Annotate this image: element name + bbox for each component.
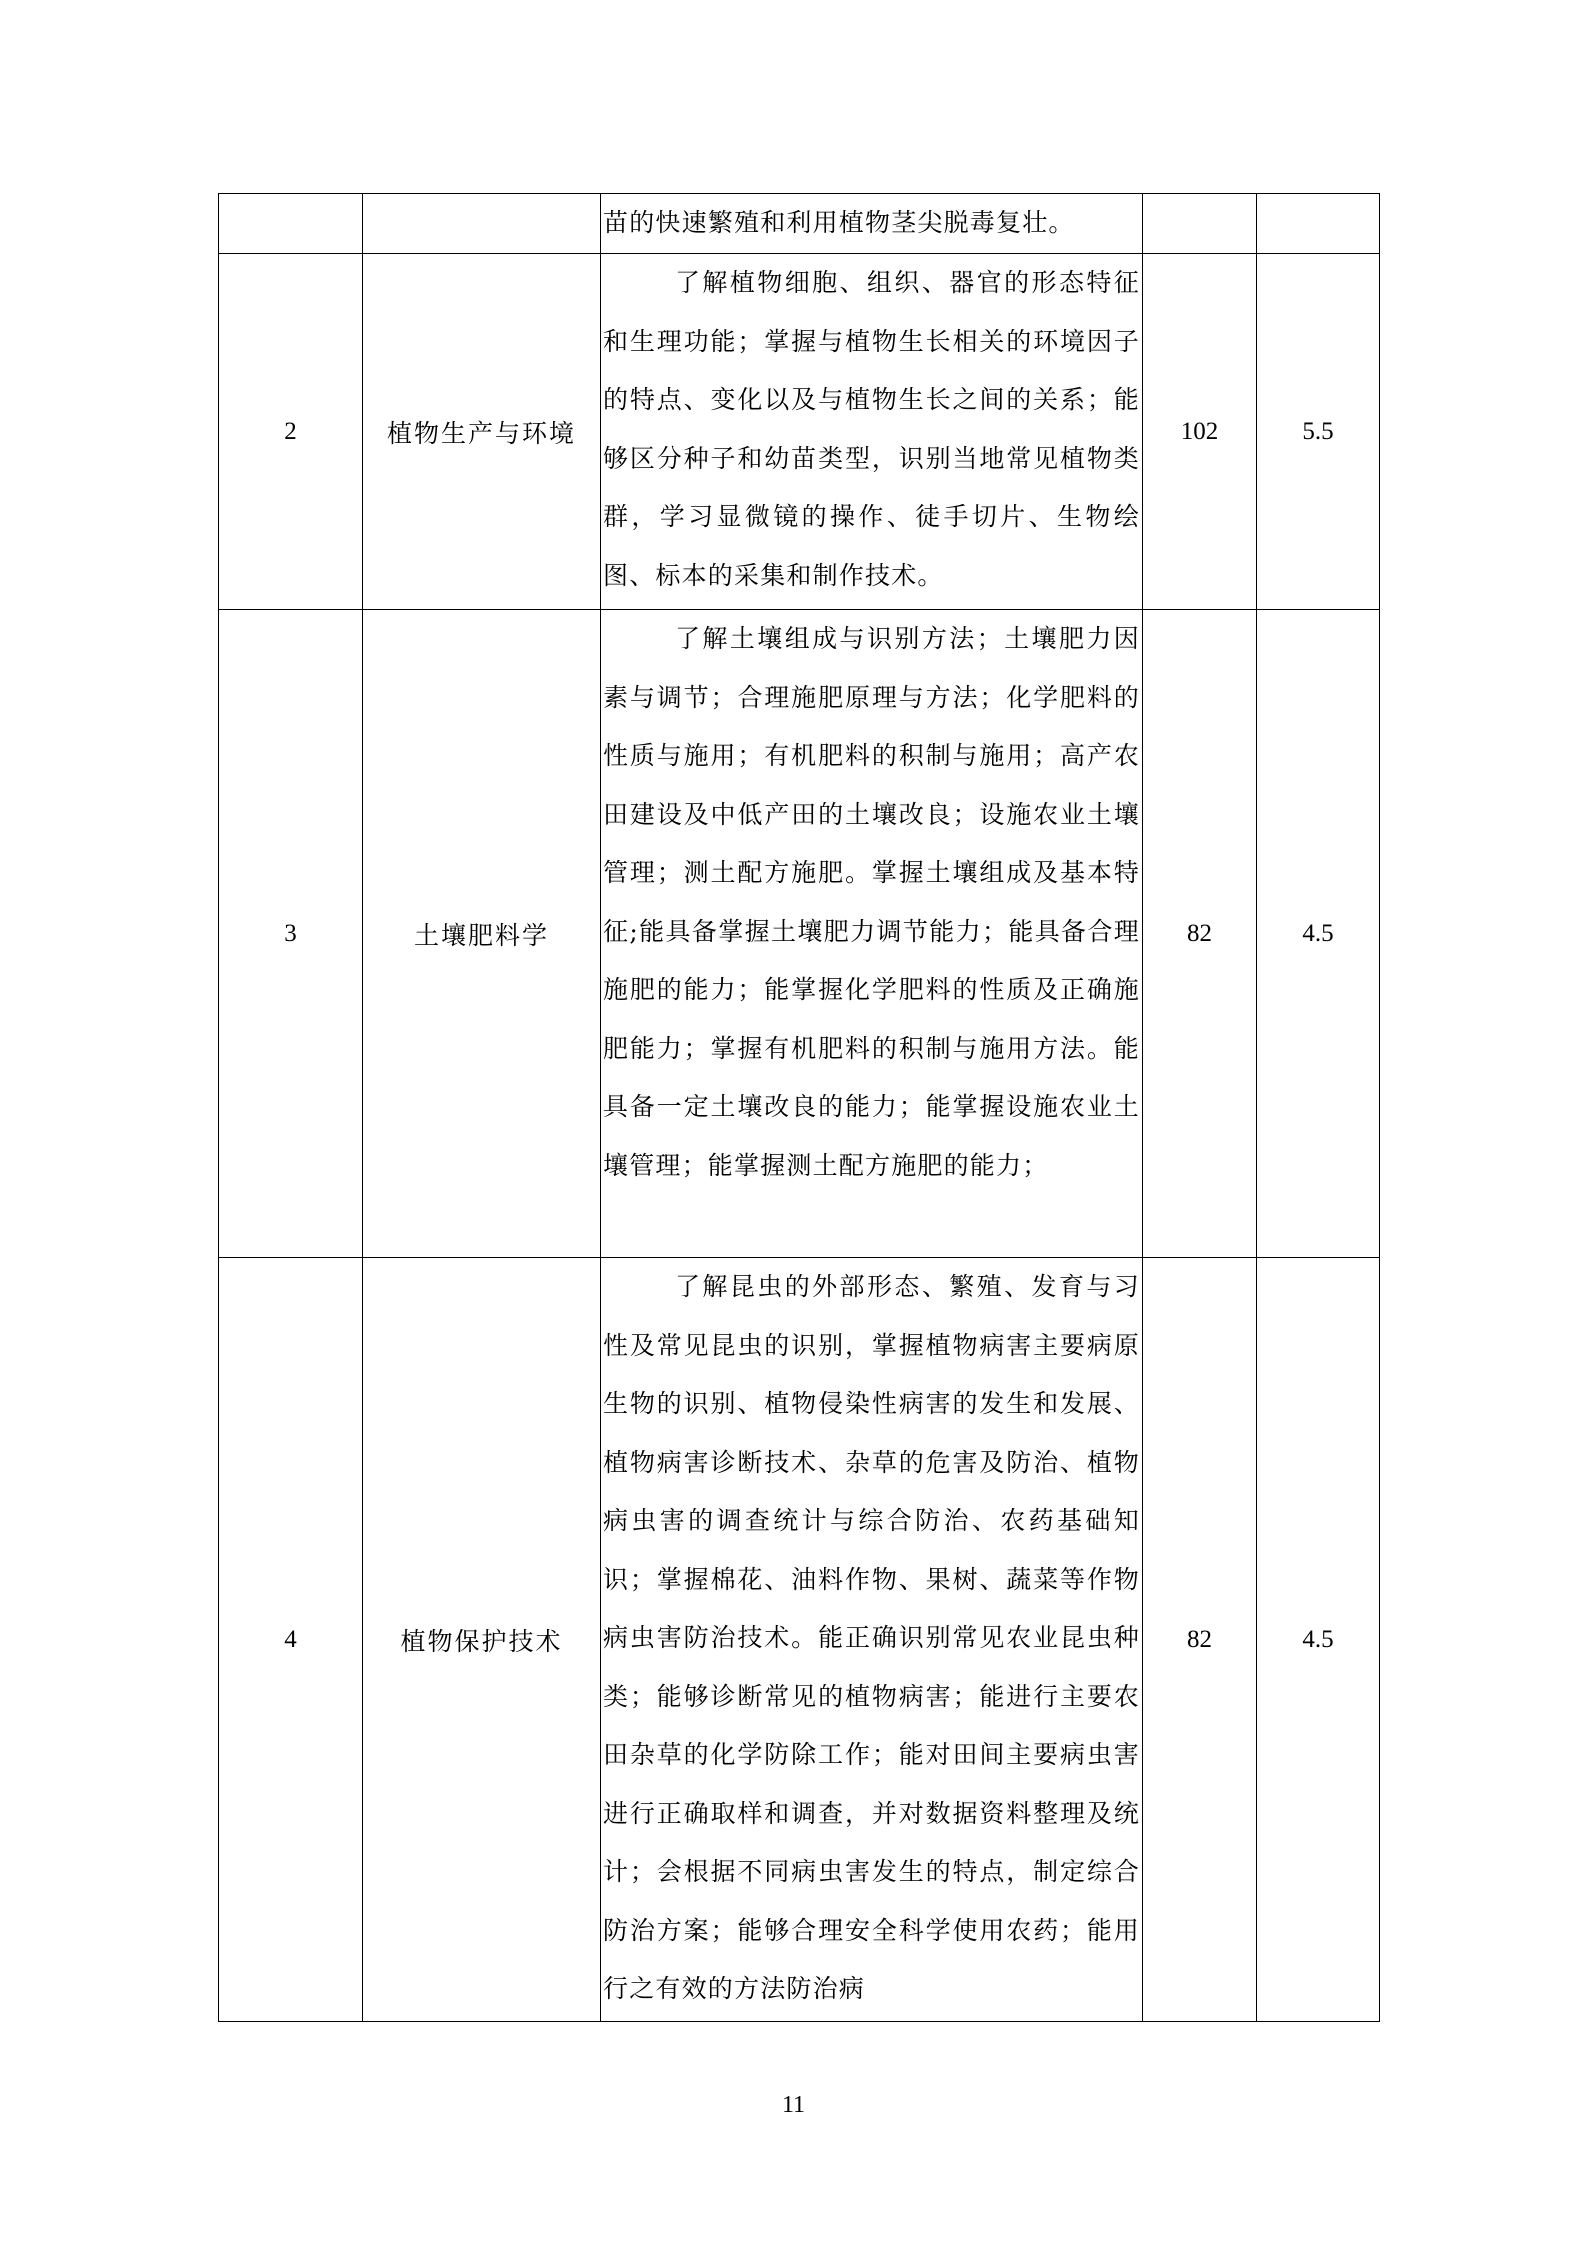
course-credits-cell: 4.5 — [1257, 1258, 1380, 2022]
course-number-cell: 4 — [219, 1258, 363, 2022]
course-credits-cell: 5.5 — [1257, 254, 1380, 610]
course-table — [218, 193, 1380, 2022]
course-name-cell — [363, 194, 601, 254]
course-number-cell: 2 — [219, 254, 363, 610]
course-description-cell — [601, 194, 1143, 254]
course-hours-cell: 82 — [1143, 610, 1257, 1258]
page-number: 11 — [781, 2092, 806, 2118]
course-credits-cell: 4.5 — [1257, 610, 1380, 1258]
table-row — [219, 610, 1380, 1258]
table-row — [219, 254, 1380, 610]
course-name-cell: 土壤肥料学 — [363, 610, 601, 1258]
course-description: 了解土壤组成与识别方法；土壤肥力因素与调节；合理施肥原理与方法；化学肥料的性质与施用；有机肥料的积制与施用；高产农田建设及中低产田的土壤改良；设施农业土壤管理；测土配方施肥。掌握土壤组成及基本特征;能具备掌握土壤肥力调节能力；能具备合理施肥的能力；能掌握化学肥料的性质及正确施肥能力；掌握有机肥料的积制与施用方法。能具备一定土壤改良的能力；能掌握设施农业土壤管理；能掌握测土配方施肥的能力； — [603, 624, 1140, 1180]
course-hours-cell: 102 — [1143, 254, 1257, 610]
course-description: 了解植物细胞、组织、器官的形态特征和生理功能；掌握与植物生长相关的环境因子的特点、变化以及与植物生长之间的关系；能够区分种子和幼苗类型，识别当地常见植物类群，学习显微镜的操作、徒手切片、生物绘图、标本的采集和制作技术。 — [603, 268, 1140, 590]
course-number-cell — [219, 194, 363, 254]
course-description-cell — [601, 610, 1143, 1258]
course-credits-cell — [1257, 194, 1380, 254]
course-hours-cell — [1143, 194, 1257, 254]
course-description: 了解昆虫的外部形态、繁殖、发育与习性及常见昆虫的识别，掌握植物病害主要病原生物的识别、植物侵染性病害的发生和发展、植物病害诊断技术、杂草的危害及防治、植物病虫害的调查统计与综合防治、农药基础知识；掌握棉花、油料作物、果树、蔬菜等作物病虫害防治技术。能正确识别常见农业昆虫种类；能够诊断常见的植物病害；能进行主要农田杂草的化学防除工作；能对田间主要病虫害进行正确取样和调查，并对数据资料整理及统计；会根据不同病虫害发生的特点，制定综合防治方案；能够合理安全科学使用农药；能用行之有效的方法防治病 — [603, 1272, 1140, 2003]
course-description: 苗的快速繁殖和利用植物茎尖脱毒复壮。 — [603, 208, 1075, 237]
course-number-cell: 3 — [219, 610, 363, 1258]
table-row — [219, 1258, 1380, 2022]
course-name-cell: 植物保护技术 — [363, 1258, 601, 2022]
course-hours-cell: 82 — [1143, 1258, 1257, 2022]
course-description-cell — [601, 254, 1143, 610]
table-row — [219, 194, 1380, 254]
course-name-cell: 植物生产与环境 — [363, 254, 601, 610]
course-description-cell — [601, 1258, 1143, 2022]
